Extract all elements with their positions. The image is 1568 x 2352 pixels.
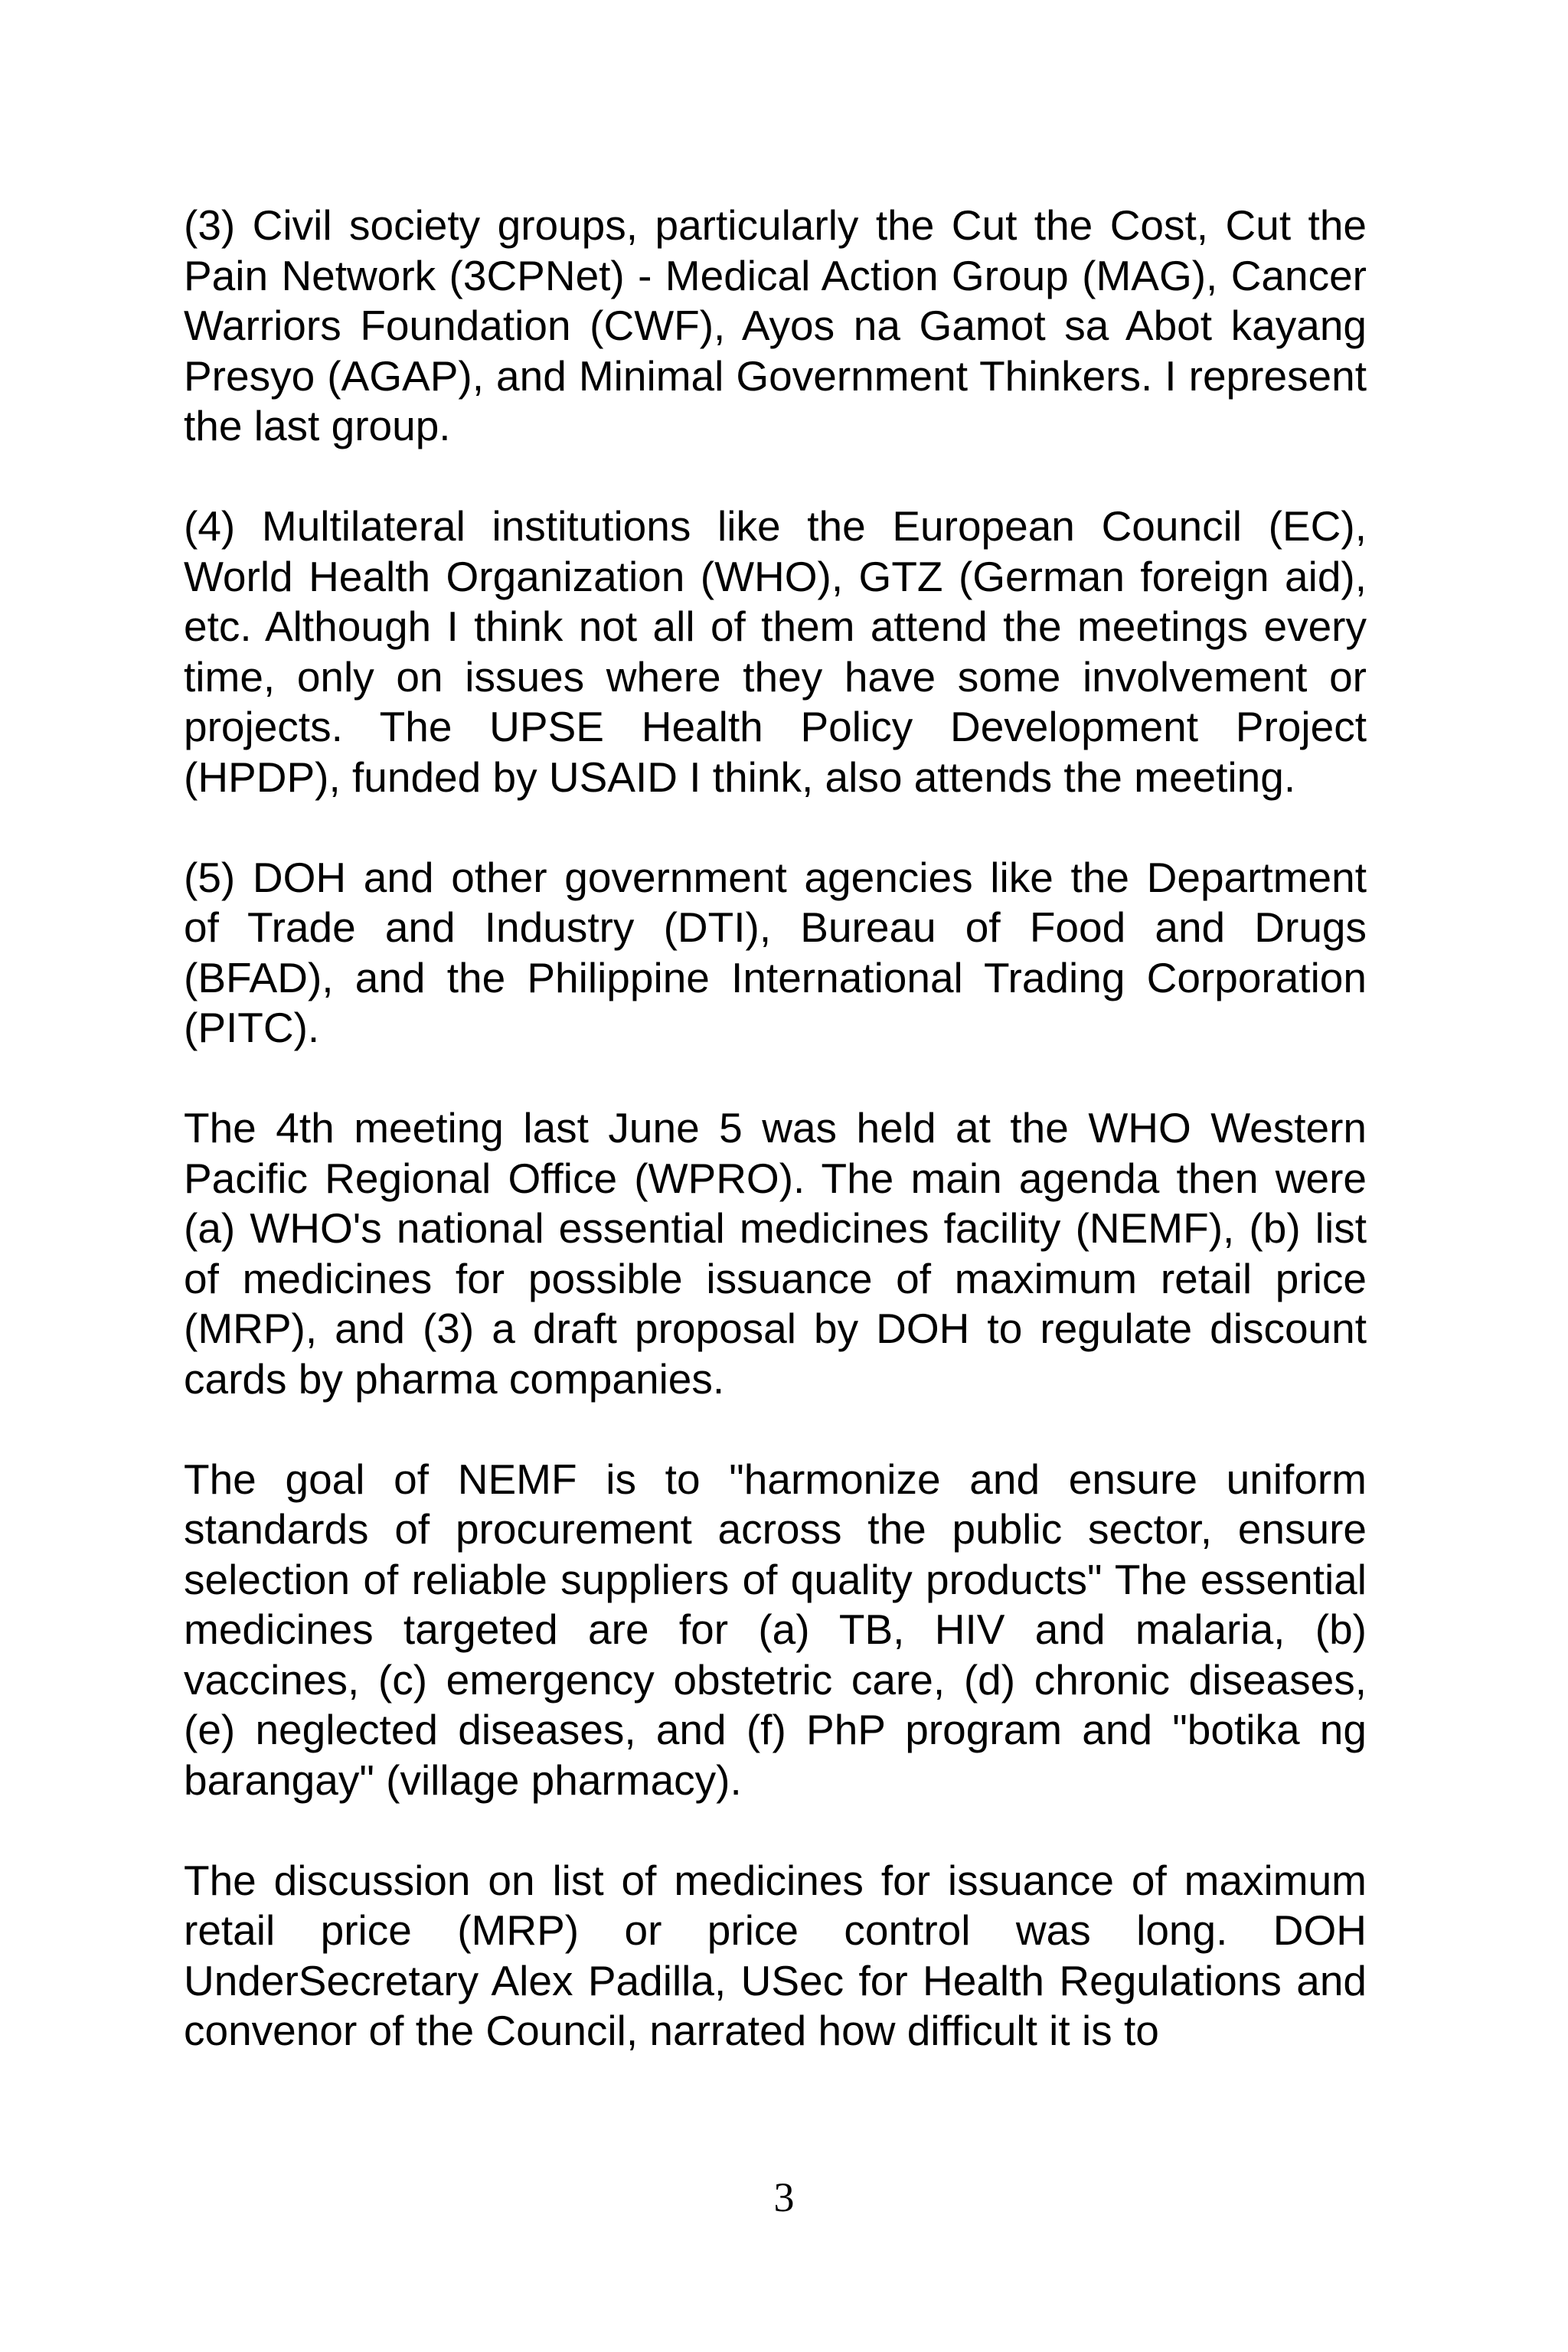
- document-body: [184, 201, 1367, 2106]
- paragraph-civil-society: (3) Civil society groups, particularly the Cut the Cost, Cut the Pain Network (3CPNet) - Medical Action Group (MAG), Cancer Warriors Foundation (CWF), Ayos na Gamot sa Abot kayang Presyo (AGAP), and Minimal Government Thinkers. I represent the last group.: [184, 201, 1367, 449]
- paragraph-nemf-goal: The goal of NEMF is to "harmonize and ensure uniform standards of procurement across the public sector, ensure selection of reliable suppliers of quality products" The essential medicines targeted are for (a) TB, HIV and malaria, (b) vaccines, (c) emergency obstetric care, (d) chronic diseases, (e) neglected diseases, and (f) PhP program and "botika ng barangay" (village pharmacy).: [184, 1455, 1367, 1804]
- paragraph-multilateral-institutions: (4) Multilateral institutions like the European Council (EC), World Health Organization (WHO), GTZ (German foreign aid), etc. Although I think not all of them attend the meetings every time, only on issues where they have some involvement or projects. The UPSE Health Policy Development Project (HPDP), funded by USAID I think, also attends the meeting.: [184, 502, 1367, 801]
- paragraph-fourth-meeting: The 4th meeting last June 5 was held at the WHO Western Pacific Regional Office (WPRO). The main agenda then were (a) WHO's national essential medicines facility (NEMF), (b) list of medicines for possible issuance of maximum retail price (MRP), and (3) a draft proposal by DOH to regulate discount cards by pharma companies.: [184, 1104, 1367, 1403]
- page-number: 3: [773, 2174, 795, 2220]
- paragraph-government-agencies: (5) DOH and other government agencies like the Department of Trade and Industry (DTI), Bureau of Food and Drugs (BFAD), and the Philippine International Trading Corporation (PITC).: [184, 853, 1367, 1051]
- paragraph-mrp-discussion: The discussion on list of medicines for issuance of maximum retail price (MRP) or price control was long. DOH UnderSecretary Alex Padilla, USec for Health Regulations and convenor of the Council, narrated how difficult it is to: [184, 1856, 1367, 2054]
